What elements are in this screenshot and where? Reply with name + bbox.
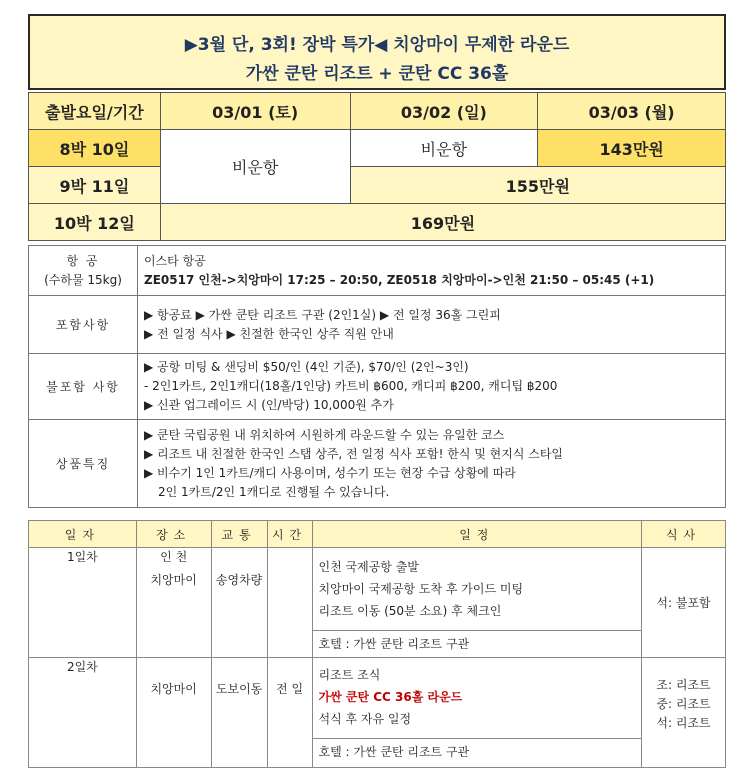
day1-plan: 인천 국제공항 출발 치앙마이 국제공항 도착 후 가이드 미팅 리조트 이동 (50분 소요) 후 체크인 호텔 : 가싼 쿤탄 리조트 구관 <box>312 548 642 658</box>
title-line2: 가싼 쿤탄 리조트 + 쿤탄 CC 36홀 <box>245 64 509 84</box>
includes-info: ▶ 항공료 ▶ 가싼 쿤탄 리조트 구관 (2인1실) ▶ 전 일정 36홀 그린피 ▶ 전 일정 식사 ▶ 친절한 한국인 상주 직원 안내 <box>138 296 726 354</box>
sched-head-meal: 식사 <box>642 521 726 548</box>
day1-meal: 석: 불포함 <box>642 548 726 658</box>
sched-head-time: 시간 <box>267 521 312 548</box>
excludes-label: 불포함 사항 <box>29 354 138 420</box>
sched-head-transport: 교통 <box>211 521 267 548</box>
price-header-label: 출발요일/기간 <box>29 93 161 130</box>
day2-place: 치앙마이 <box>136 658 211 768</box>
day2-meals: 조: 리조트 중: 리조트 석: 리조트 <box>642 658 726 768</box>
day2-plan: 리조트 조식 가싼 쿤탄 CC 36홀 라운드 석식 후 자유 일정 호텔 : 가싼 쿤탄 리조트 구관 <box>312 658 642 768</box>
day2-time: 전 일 <box>267 658 312 768</box>
price-date-2: 03/02 (일) <box>350 93 538 130</box>
features-label: 상품특징 <box>29 420 138 508</box>
excludes-info: ▶ 공항 미팅 & 샌딩비 $50/인 (4인 기준), $70/인 (2인~3인) - 2인1카트, 2인1캐디(18홀/1인당) 카트비 ฿600, 캐디피 ฿200, 캐디팁 ฿200 ▶ 신관 업그레이드 시 (인/박당) 10,000원 추가 <box>138 354 726 420</box>
duration-9n11d: 9박 11일 <box>29 167 161 204</box>
day1-transport: 송영차량 <box>211 548 267 658</box>
sched-head-plan: 일정 <box>312 521 642 548</box>
features-info: ▶ 쿤탄 국립공원 내 위치하여 시원하게 라운드할 수 있는 유일한 코스 ▶ 리조트 내 친절한 한국인 스탭 상주, 전 일정 식사 포함! 한식 및 현지식 스타일 ▶ 비수기 1인 1카트/캐디 사용이며, 성수기 또는 현장 수급 상황에 따라 2인 1카트/2인 1캐디로 진행될 수 있습니다. <box>138 420 726 508</box>
price-date-1: 03/01 (토) <box>160 93 350 130</box>
schedule-row-day1 <box>29 548 726 658</box>
price-0303-8n: 143만원 <box>538 130 726 167</box>
price-0302-8n: 비운항 <box>350 130 538 167</box>
sched-head-place: 장소 <box>136 521 211 548</box>
sched-head-day: 일자 <box>29 521 137 548</box>
title-line1: ▶3월 단, 3회! 장박 특가◀ 치앙마이 무제한 라운드 <box>184 35 570 55</box>
flight-label: 항 공 (수하물 15kg) <box>29 246 138 296</box>
title-box <box>28 14 726 90</box>
day2-hotel: 호텔 : 가싼 쿤탄 리조트 구관 <box>313 738 642 765</box>
day1-time <box>267 548 312 658</box>
schedule-table <box>28 520 726 768</box>
not-operating-cell: 비운항 <box>160 130 350 204</box>
price-10n12d: 169만원 <box>160 204 725 241</box>
price-9n11d: 155만원 <box>350 167 726 204</box>
price-date-3: 03/03 (월) <box>538 93 726 130</box>
info-table <box>28 245 726 508</box>
day1-place: 인 천 치앙마이 <box>136 548 211 658</box>
day1-label: 1일차 <box>29 548 137 658</box>
includes-label: 포함사항 <box>29 296 138 354</box>
day1-hotel: 호텔 : 가싼 쿤탄 리조트 구관 <box>313 630 642 657</box>
schedule-row-day2 <box>29 658 726 768</box>
day2-transport: 도보이동 <box>211 658 267 768</box>
flight-info: 이스타 항공 ZE0517 인천->치앙마이 17:25 – 20:50, ZE0518 치앙마이->인천 21:50 – 05:45 (+1) <box>138 246 726 296</box>
duration-10n12d: 10박 12일 <box>29 204 161 241</box>
price-table <box>28 92 726 241</box>
day2-label: 2일차 <box>29 658 137 768</box>
duration-8n10d: 8박 10일 <box>29 130 161 167</box>
